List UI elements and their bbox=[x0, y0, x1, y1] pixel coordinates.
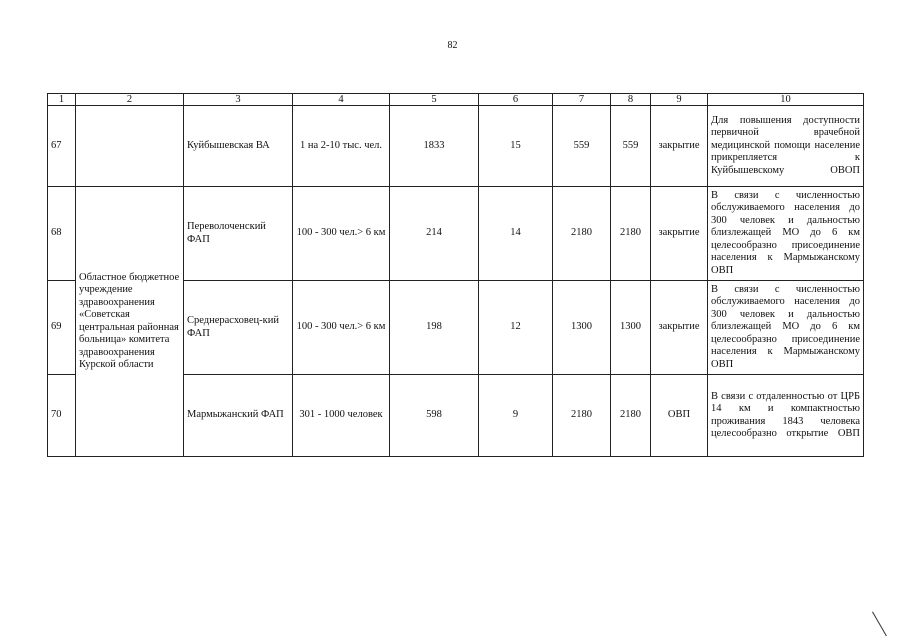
value-col8: 559 bbox=[611, 106, 651, 187]
scan-mark bbox=[872, 612, 887, 637]
value-col5: 214 bbox=[390, 187, 479, 281]
value-col7: 559 bbox=[553, 106, 611, 187]
header-cell: 4 bbox=[293, 94, 390, 106]
header-row bbox=[48, 94, 864, 106]
value-col5: 598 bbox=[390, 375, 479, 457]
header-cell: 9 bbox=[651, 94, 708, 106]
header-cell: 3 bbox=[184, 94, 293, 106]
value-col7: 2180 bbox=[553, 187, 611, 281]
row-number: 67 bbox=[48, 106, 76, 187]
header-cell: 7 bbox=[553, 94, 611, 106]
row-number: 70 bbox=[48, 375, 76, 457]
header-cell: 6 bbox=[479, 94, 553, 106]
value-col5: 198 bbox=[390, 281, 479, 375]
header-cell: 2 bbox=[76, 94, 184, 106]
facility-name: Куйбышевская ВА bbox=[184, 106, 293, 187]
header-cell: 10 bbox=[708, 94, 864, 106]
action: ОВП bbox=[651, 375, 708, 457]
row-number: 69 bbox=[48, 281, 76, 375]
value-col8: 2180 bbox=[611, 375, 651, 457]
note: В связи с численностью обслуживаемого населения до 300 человек и дальностью близлежащей МО до 6 км целесообразно присоединение населения к Мармыжанскому ОВП bbox=[708, 187, 864, 281]
action: закрытие bbox=[651, 187, 708, 281]
value-col7: 2180 bbox=[553, 375, 611, 457]
population-range: 1 на 2-10 тыс. чел. bbox=[293, 106, 390, 187]
value-col6: 15 bbox=[479, 106, 553, 187]
header-cell: 1 bbox=[48, 94, 76, 106]
value-col8: 1300 bbox=[611, 281, 651, 375]
value-col7: 1300 bbox=[553, 281, 611, 375]
note: В связи с численностью обслуживаемого населения до 300 человек и дальностью близлежащей МО до 6 км целесообразно присоединение населения к Мармыжанскому ОВП bbox=[708, 281, 864, 375]
header-cell: 8 bbox=[611, 94, 651, 106]
table-row bbox=[48, 187, 864, 281]
population-range: 100 - 300 чел.> 6 км bbox=[293, 281, 390, 375]
facility-name: Среднерасховец-кий ФАП bbox=[184, 281, 293, 375]
note: Для повышения доступности первичной врачебной медицинской помощи население прикрепляется к Куйбышевскому ОВОП bbox=[708, 106, 864, 187]
facilities-table bbox=[47, 93, 864, 457]
value-col8: 2180 bbox=[611, 187, 651, 281]
organization-cell-empty bbox=[76, 106, 184, 187]
action: закрытие bbox=[651, 106, 708, 187]
page-number: 82 bbox=[447, 40, 458, 51]
row-number: 68 bbox=[48, 187, 76, 281]
header-cell: 5 bbox=[390, 94, 479, 106]
value-col6: 9 bbox=[479, 375, 553, 457]
facility-name: Мармыжанский ФАП bbox=[184, 375, 293, 457]
table-row bbox=[48, 106, 864, 187]
population-range: 100 - 300 чел.> 6 км bbox=[293, 187, 390, 281]
value-col6: 14 bbox=[479, 187, 553, 281]
population-range: 301 - 1000 человек bbox=[293, 375, 390, 457]
facility-name: Переволоченский ФАП bbox=[184, 187, 293, 281]
value-col5: 1833 bbox=[390, 106, 479, 187]
organization-name: Областное бюджетное учреждение здравоохранения «Советская центральная районная больница» комитета здравоохранения Курской области bbox=[76, 187, 184, 457]
value-col6: 12 bbox=[479, 281, 553, 375]
note: В связи с отдаленностью от ЦРБ 14 км и компактностью проживания 1843 человека целесообразно открытие ОВП bbox=[708, 375, 864, 457]
action: закрытие bbox=[651, 281, 708, 375]
